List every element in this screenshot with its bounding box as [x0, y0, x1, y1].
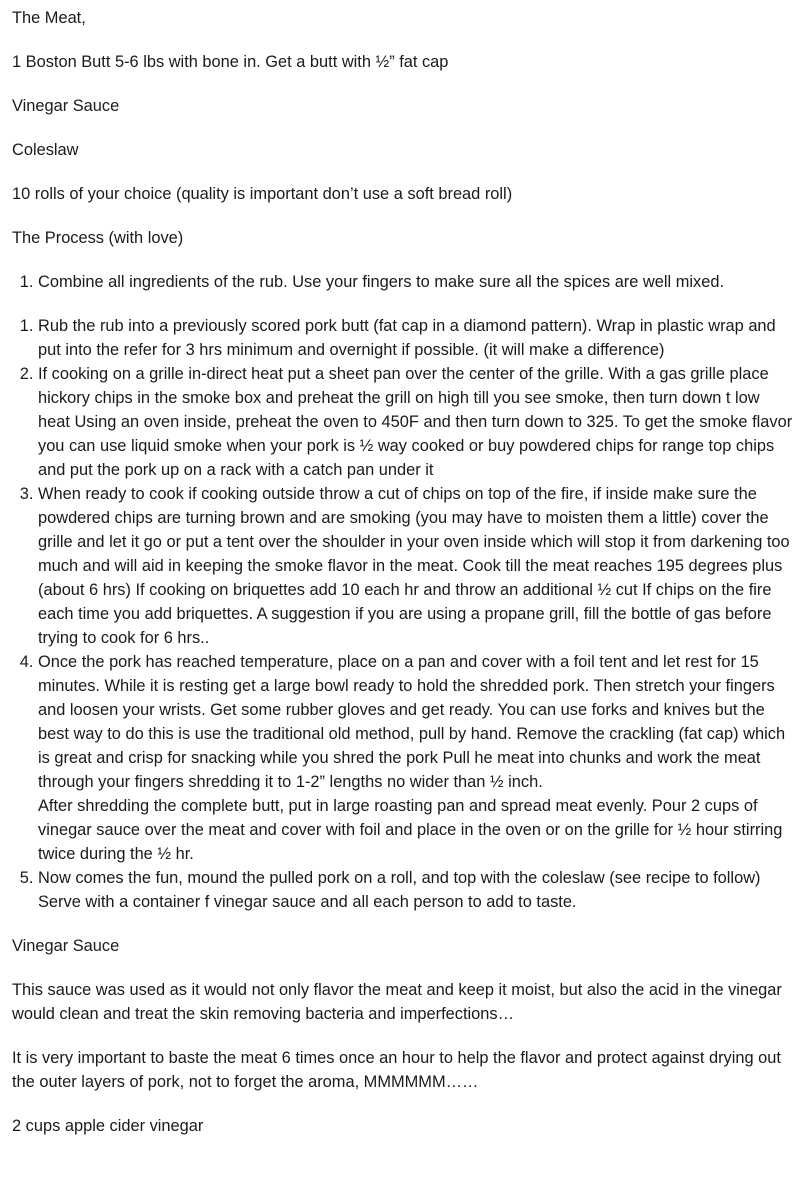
ingredient-line: 10 rolls of your choice (quality is important don’t use a soft bread roll): [12, 185, 513, 203]
step-item: [38, 650, 794, 866]
step-item: [38, 482, 794, 650]
step-item: [38, 866, 794, 914]
step-text: Now comes the fun, mound the pulled pork on a roll, and top with the coleslaw (see recipe to follow) Serve with a container f vinegar sauce and all each person to add to taste.: [38, 869, 761, 911]
ingredient-line: 1 Boston Butt 5-6 lbs with bone in. Get a butt with ½” fat cap: [12, 53, 449, 71]
sauce-heading: Vinegar Sauce: [12, 937, 120, 955]
sauce-paragraph: This sauce was used as it would not only flavor the meat and keep it moist, but also the acid in the vinegar would clean and treat the skin removing bacteria and imperfections…: [12, 981, 782, 1023]
ingredient-line: Coleslaw: [12, 141, 79, 159]
step-item: [38, 362, 794, 482]
rub-step-list: [12, 270, 794, 294]
step-item: [38, 314, 794, 362]
step-continuation: After shredding the complete butt, put in large roasting pan and spread meat evenly. Pour 2 cups of vinegar sauce over the meat and cover with foil and place in the oven or on the grille for ½ hour stirring twice during the ½ hr.: [38, 797, 783, 863]
step-text: When ready to cook if cooking outside throw a cut of chips on top of the fire, if inside make sure the powdered chips are turning brown and are smoking (you may have to moisten them a little) cover the grille and let it go or put a tent over the shoulder in your oven inside which will stop it from darkening too much and will aid in keeping the smoke flavor in the meat. Cook till the meat reaches 195 degrees plus (about 6 hrs) If cooking on briquettes add 10 each hr and throw an additional ½ cut If chips on the fire each time you add briquettes. A suggestion if you are using a propane grill, fill the bottle of gas before trying to cook for 6 hrs..: [38, 485, 790, 647]
step-text: Once the pork has reached temperature, place on a pan and cover with a foil tent and let rest for 15 minutes. While it is resting get a large bowl ready to hold the shredded pork. Then stretch your fingers and loosen your wrists. Get some rubber gloves and get ready. You can use forks and knives but the best way to do this is use the traditional old method, pull by hand. Remove the crackling (fat cap) which is great and crisp for snacking while you shred the pork Pull he meat into chunks and work the meat through your fingers shredding it to 1-2” lengths no wider than ½ inch.: [38, 653, 786, 791]
ingredient-line: Vinegar Sauce: [12, 97, 120, 115]
step-text: Combine all ingredients of the rub. Use your fingers to make sure all the spices are well mixed.: [38, 273, 724, 291]
sauce-ingredient-line: 2 cups apple cider vinegar: [12, 1117, 204, 1135]
process-heading: The Process (with love): [12, 229, 184, 247]
step-item: [38, 270, 794, 294]
step-text: If cooking on a grille in-direct heat put a sheet pan over the center of the grille. With a gas grille place hickory chips in the smoke box and preheat the grill on high till you see smoke, then turn down t low heat Using an oven inside, preheat the oven to 450F and then turn down to 325. To get the smoke flavor you can use liquid smoke when your pork is ½ way cooked or buy powdered chips for range top chips and put the pork up on a rack with a catch pan under it: [38, 365, 793, 479]
process-step-list: [12, 314, 794, 914]
step-text: Rub the rub into a previously scored pork butt (fat cap in a diamond pattern). Wrap in plastic wrap and put into the refer for 3 hrs minimum and overnight if possible. (it will make a difference): [38, 317, 776, 359]
meat-heading: The Meat,: [12, 9, 86, 27]
sauce-paragraph: It is very important to baste the meat 6 times once an hour to help the flavor and protect against drying out the outer layers of pork, not to forget the aroma, MMMMMM……: [12, 1049, 781, 1091]
